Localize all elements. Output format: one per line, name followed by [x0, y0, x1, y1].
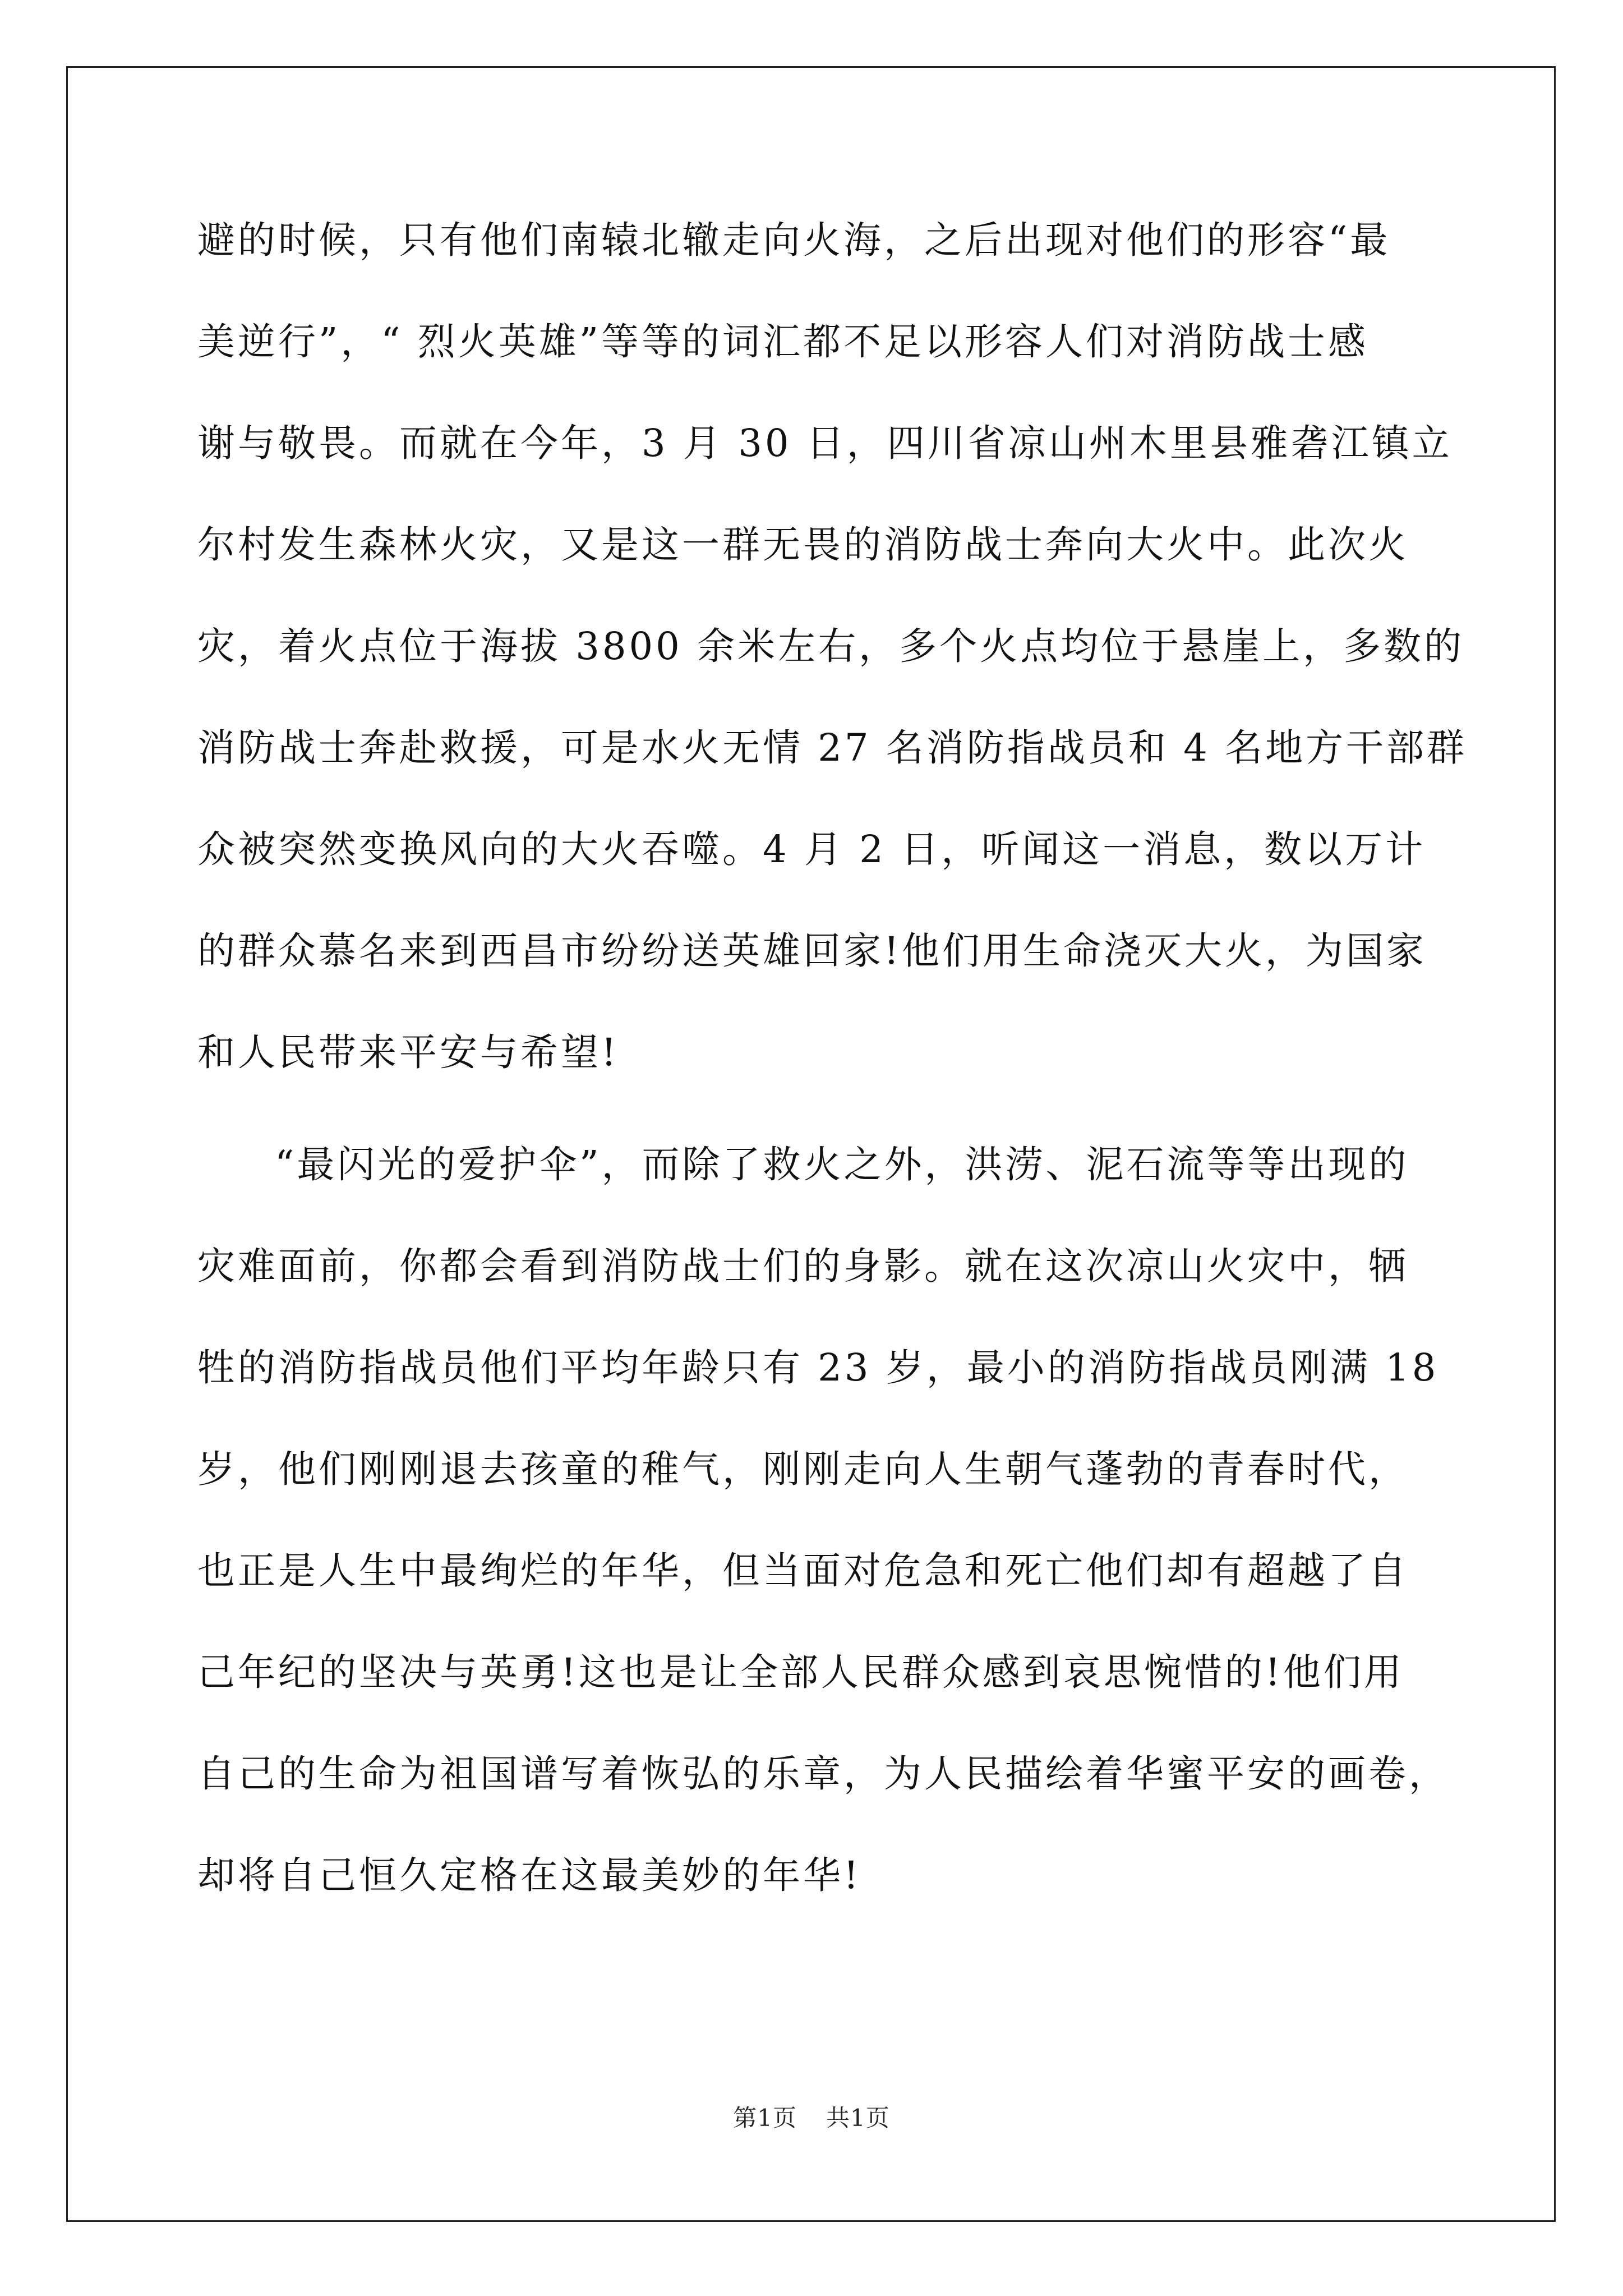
text-line: 也正是人生中最绚烂的年华，但当面对危急和死亡他们却有超越了自 — [197, 1549, 1409, 1593]
text-line: 的群众慕名来到西昌市纷纷送英雄回家!他们用生命浇灭大火，为国家 — [197, 929, 1427, 973]
text-line: 消防战士奔赴救援，可是水火无情 27 名消防指战员和 4 名地方干部群 — [197, 726, 1468, 770]
text-line: 灾，着火点位于海拔 3800 余米左右，多个火点均位于悬崖上，多数的 — [197, 624, 1465, 668]
text-line: 尔村发生森林火灾，又是这一群无畏的消防战士奔向大火中。此次火 — [197, 523, 1409, 567]
page-total: 共1页 — [826, 2104, 890, 2132]
text-line: 众被突然变换风向的大火吞噬。4 月 2 日，听闻这一消息，数以万计 — [197, 827, 1426, 871]
page-number: 第1页 — [733, 2104, 797, 2132]
text-line: 避的时候，只有他们南辕北辙走向火海，之后出现对他们的形容“最 — [197, 218, 1391, 262]
text-line: 谢与敬畏。而就在今年，3 月 30 日，四川省凉山州木里县雅砻江镇立 — [197, 421, 1453, 465]
text-line: 自己的生命为祖国谱写着恢弘的乐章，为人民描绘着华蜜平安的画卷， — [197, 1752, 1449, 1796]
text-line: 己年纪的坚决与英勇!这也是让全部人民群众感到哀思惋惜的!他们用 — [197, 1650, 1404, 1694]
text-line: 岁，他们刚刚退去孩童的稚气，刚刚走向人生朝气蓬勃的青春时代， — [197, 1447, 1409, 1491]
text-line: 却将自己恒久定格在这最美妙的年华! — [197, 1853, 861, 1897]
text-line: 美逆行”，“ 烈火英雄”等等的词汇都不足以形容人们对消防战士感 — [197, 320, 1369, 364]
page-footer — [0, 2102, 1623, 2134]
document-body — [197, 213, 1468, 1950]
paragraph-gap — [197, 1127, 1454, 1138]
text-line: 牲的消防指战员他们平均年龄只有 23 岁，最小的消防指战员刚满 18 — [197, 1346, 1439, 1389]
text-line: 和人民带来平安与希望! — [197, 1030, 619, 1074]
text-line: 灾难面前，你都会看到消防战士们的身影。就在这次凉山火灾中，牺 — [197, 1244, 1409, 1288]
text-line-indented: “最闪光的爱护伞”，而除了救火之外，洪涝、泥石流等等出现的 — [275, 1143, 1409, 1186]
